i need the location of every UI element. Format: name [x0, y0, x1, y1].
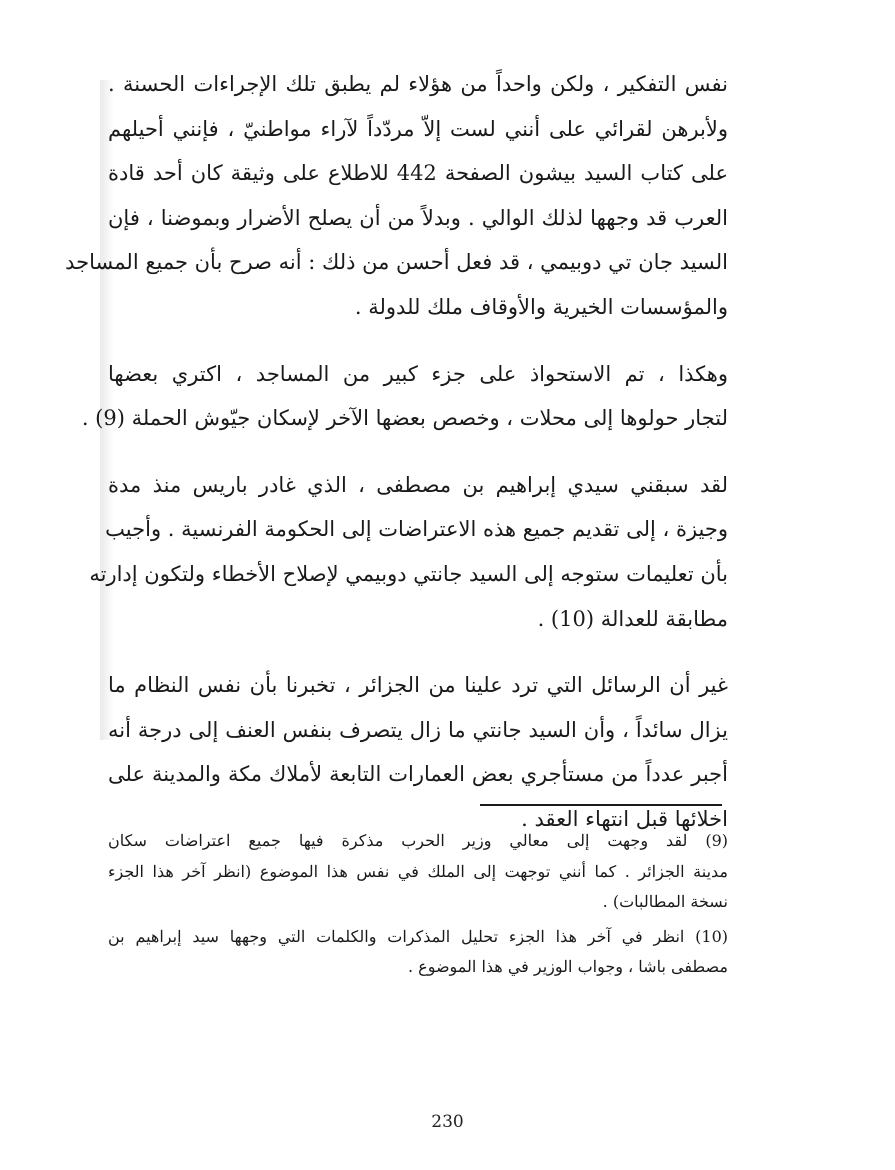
page-body [65, 62, 728, 864]
text-line: أجبر عدداً من مستأجري بعض العمارات التابعة لأملاك مكة والمدينة على [108, 762, 728, 787]
text-line: لتجار حولوها إلى محلات ، وخصص بعضها الآخر لإسكان جيّوش الحملة (9) . [81, 406, 728, 431]
text-line: نفس التفكير ، ولكن واحداً من هؤلاء لم يطبق تلك الإجراءات الحسنة . [108, 72, 728, 96]
footnotes [108, 826, 728, 987]
paragraph-4 [108, 663, 728, 841]
text-line: بأن تعليمات ستوجه إلى السيد جانتي دوبيمي لإصلاح الأخطاء ولتكون إدارته [89, 561, 728, 586]
text-line: العرب قد وجهها لذلك الوالي . وبدلاً من أن يصلح الأضرار وبموضنا ، فإن [108, 205, 728, 230]
footnote-line: (9) لقد وجهت إلى معالي وزير الحرب مذكرة فيها جميع اعتراضات سكان [108, 831, 728, 850]
text-line: وهكذا ، تم الاستحواذ على جزء كبير من المساجد ، اكتري بعضها [108, 361, 728, 386]
text-line: وجيزة ، إلى تقديم جميع هذه الاعتراضات إلى الحكومة الفرنسية . وأجيب [105, 517, 728, 542]
paragraph-3 [89, 463, 728, 641]
page-number: 230 [431, 1112, 464, 1132]
paragraph-2 [81, 352, 728, 441]
text-line: ولأبرهن لقرائي على أنني لست إلاّ مردّداً لآراء مواطنيّ ، فإنني أحيلهم [108, 116, 728, 141]
text-line: والمؤسسات الخيرية والأوقاف ملك للدولة . [354, 294, 728, 319]
text-line: السيد جان تي دوبيمي ، قد فعل أحسن من ذلك : أنه صرح بأن جميع المساجد [65, 250, 728, 275]
text-line: غير أن الرسائل التي ترد علينا من الجزائر ، تخبرنا بأن نفس النظام ما [108, 673, 728, 698]
text-line: مطابقة للعدالة (10) . [537, 606, 728, 631]
paragraph-1 [65, 62, 728, 330]
text-line: لقد سبقني سيدي إبراهيم بن مصطفى ، الذي غادر باريس منذ مدة [108, 472, 728, 497]
text-line: يزال سائداً ، وأن السيد جانتي ما زال يتصرف بنفس العنف إلى درجة أنه [108, 717, 728, 742]
footnote-10 [108, 922, 728, 983]
footnote-divider [480, 804, 722, 806]
footnote-line: مدينة الجزائر . كما أنني توجهت إلى الملك في نفس هذا الموضوع (انظر آخر هذا الجزء [108, 861, 728, 881]
text-line: على كتاب السيد بيشون الصفحة 442 للاطلاع على وثيقة كان أحد قادة [108, 161, 728, 186]
footnote-line: مصطفى باشا ، وجواب الوزير في هذا الموضوع . [407, 957, 728, 976]
footnote-line: (10) انظر في آخر هذا الجزء تحليل المذكرات والكلمات التي وجهها سيد إبراهيم بن [108, 926, 728, 946]
footnote-9 [108, 826, 728, 918]
footnote-line: نسخة المطالبات) . [602, 892, 728, 911]
text-line: اخلائها قبل انتهاء العقد . [521, 806, 728, 831]
